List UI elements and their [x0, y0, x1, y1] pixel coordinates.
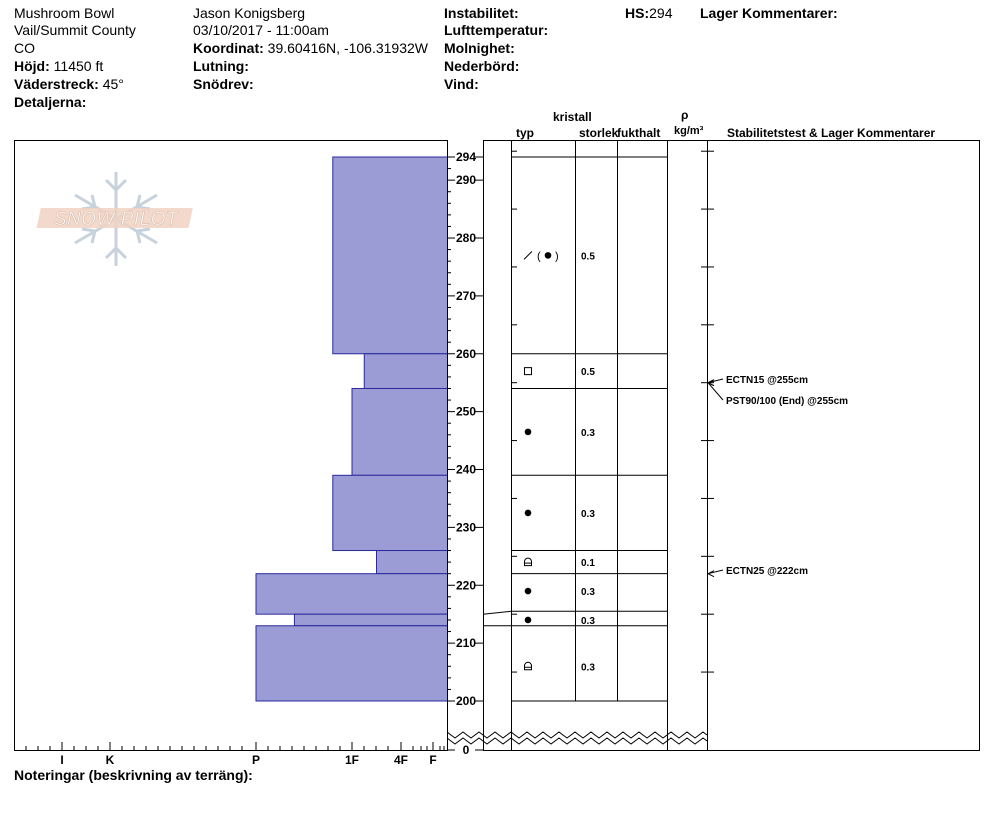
rounded-grain-icon-3	[525, 510, 532, 517]
crystal-header: kristall	[553, 110, 592, 124]
grain-size-label-0: 0.5	[581, 251, 595, 263]
y-tick-label-220: 220	[455, 578, 477, 593]
elevation-row	[14, 57, 103, 75]
stability-test-label-2: ECTN25 @222cm	[726, 566, 809, 577]
stability-test-2	[708, 566, 808, 577]
depth-hoar-grain-icon-4	[525, 558, 532, 566]
stability-test-0	[708, 375, 808, 386]
decomposing-rounded-grain-icon-0	[524, 250, 559, 262]
density-unit-header: kg/m³	[674, 125, 704, 137]
faceted-grain-icon-1	[525, 368, 532, 375]
y-tick-label-0: 0	[462, 743, 470, 757]
grain-size-label-5: 0.3	[581, 587, 595, 599]
hs-row	[625, 4, 672, 22]
aspect-value: 45°	[102, 76, 124, 92]
rho-header: ρ	[681, 108, 689, 122]
state-name: CO	[14, 40, 35, 56]
observer-name: Jason Konigsberg	[193, 5, 306, 21]
y-tick-label-230: 230	[455, 520, 477, 535]
y-tick-label-290: 290	[455, 173, 477, 188]
grain-size-label-1: 0.5	[581, 367, 595, 379]
hardness-bar-1	[364, 354, 449, 389]
stability-header: Stabilitetstest & Lager Kommentarer	[727, 126, 936, 140]
grain-size-label-3: 0.3	[581, 508, 595, 520]
x-tick-label-P: P	[251, 753, 261, 767]
coordinate-value: 39.60416N, -106.31932W	[267, 40, 428, 56]
y-tick-label-240: 240	[455, 462, 477, 477]
hardness-bar-4	[377, 551, 450, 574]
coordinate-label: Koordinat:	[193, 40, 264, 56]
hardness-bars	[256, 157, 449, 701]
x-tick-label-1F: 1F	[344, 753, 360, 767]
grain-size-label-4: 0.1	[581, 558, 595, 570]
region-name: Vail/Summit County	[14, 22, 136, 38]
snowpilot-logo	[37, 172, 193, 266]
notes-label: Noteringar (beskrivning av terräng):	[14, 767, 253, 783]
hardness-bar-0	[333, 157, 449, 354]
y-tick-label-210: 210	[455, 636, 477, 651]
layer-connector	[483, 611, 511, 614]
precip-label: Nederbörd:	[444, 58, 520, 74]
y-tick-label-280: 280	[455, 231, 477, 246]
logo-text: SNOW PILOT	[53, 209, 179, 230]
depth-hoar-grain-icon-7	[525, 662, 532, 670]
slope-label: Lutning:	[193, 58, 249, 74]
x-tick-label-F: F	[429, 753, 437, 767]
instability-label: Instabilitet:	[444, 5, 519, 21]
aspect-row	[14, 75, 124, 93]
elevation-label: Höjd:	[14, 58, 50, 74]
hardness-bar-6	[294, 614, 449, 626]
y-tick-label-200: 200	[455, 694, 477, 708]
y-tick-label-270: 270	[455, 288, 477, 303]
stability-comments-frame	[708, 141, 980, 751]
arrow-icon	[708, 571, 714, 577]
y-tick-label-250: 250	[455, 404, 477, 419]
svg-text:): )	[555, 250, 559, 263]
grain-size-label-7: 0.3	[581, 662, 595, 674]
wind-label: Vind:	[444, 76, 479, 92]
sky-label: Molnighet:	[444, 40, 515, 56]
hardness-bar-5	[256, 574, 449, 615]
layer-comments-label: Lager Kommentarer:	[700, 5, 838, 21]
type-header: typ	[516, 126, 534, 140]
layer-table-frame	[484, 141, 708, 751]
hardness-axis	[26, 742, 444, 767]
hardness-bar-7	[256, 626, 449, 701]
stability-test-label-1: PST90/100 (End) @255cm	[726, 396, 849, 407]
svg-text:(: (	[537, 250, 541, 263]
grain-size-label-6: 0.3	[581, 615, 595, 627]
y-tick-label-294: 294	[455, 150, 477, 164]
grain-type-symbols	[524, 250, 559, 669]
grain-size-labels	[581, 251, 595, 673]
air-temp-label: Lufttemperatur:	[444, 22, 549, 38]
x-tick-label-4F: 4F	[393, 753, 409, 767]
wind-loading-label: Snödrev:	[193, 76, 254, 92]
stability-tests	[708, 375, 848, 577]
coordinate-row	[193, 39, 428, 57]
hardness-bar-2	[352, 388, 449, 475]
moisture-header: fukthalt	[617, 126, 661, 140]
location-name: Mushroom Bowl	[14, 5, 115, 21]
rounded-grain-icon-2	[525, 429, 532, 436]
hs-value: 294	[649, 5, 673, 21]
details-label: Detaljerna:	[14, 94, 87, 110]
x-tick-label-I: I	[60, 753, 64, 767]
x-tick-label-K: K	[105, 753, 115, 767]
rounded-grain-icon-5	[525, 588, 532, 595]
stability-test-label-0: ECTN15 @255cm	[726, 375, 809, 386]
observation-datetime: 03/10/2017 - 11:00am	[193, 22, 329, 38]
hardness-bar-3	[333, 475, 449, 550]
size-header: storlek	[579, 126, 619, 140]
hs-label: HS:	[625, 5, 650, 21]
y-tick-label-260: 260	[455, 346, 477, 361]
rounded-grain-icon-6	[525, 617, 532, 624]
aspect-label: Väderstreck:	[14, 76, 99, 92]
grain-size-label-2: 0.3	[581, 427, 595, 439]
elevation-value: 11450 ft	[53, 58, 104, 74]
